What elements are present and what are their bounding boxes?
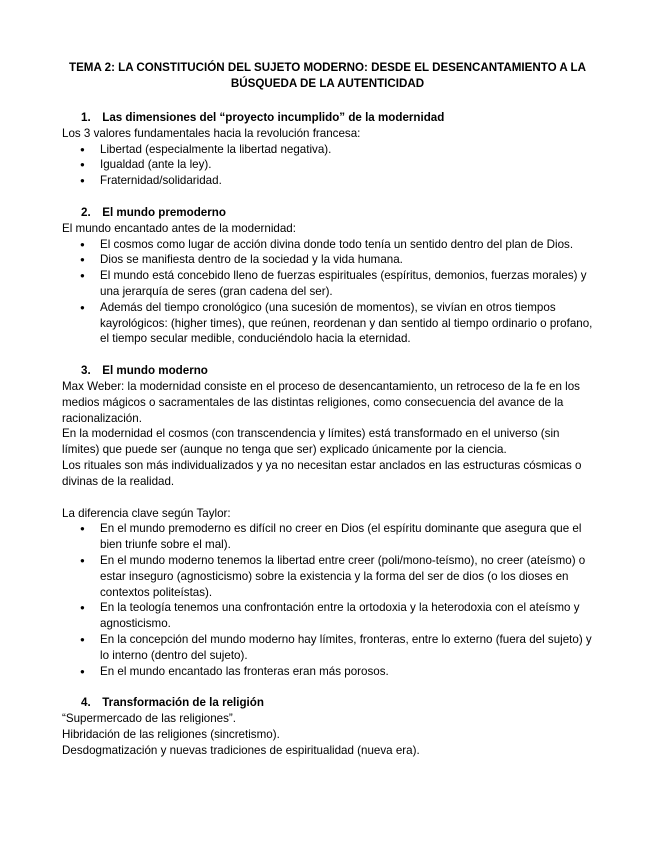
title-line-2: BÚSQUEDA DE LA AUTENTICIDAD bbox=[230, 77, 425, 90]
section-4 bbox=[62, 695, 593, 758]
list-item: ● Libertad (especialmente la libertad negativa). bbox=[100, 142, 593, 158]
list-item: ● En el mundo moderno tenemos la libertad entre creer (poli/mono-teísmo), no creer (ateísmo) o estar inseguro (agnosticismo) sobre la existencia y la forma del ser de dios (o los dioses en contextos politeístas). bbox=[100, 553, 593, 600]
paragraph: Max Weber: la modernidad consiste en el proceso de desencantamiento, un retroceso de la fe en los medios mágicos o sacramentales de las distintas religiones, como consecuencia del avance de la racionalización. bbox=[62, 379, 580, 425]
section-heading bbox=[62, 205, 593, 221]
paragraph: Hibridación de las religiones (sincretismo). bbox=[62, 727, 280, 741]
section-heading-text: Transformación de la religión bbox=[102, 696, 264, 710]
list-item: ● El mundo está concebido lleno de fuerzas espirituales (espíritus, demonios, fuerzas morales) y una jerarquía de seres (gran cadena del ser). bbox=[100, 268, 593, 300]
list-item: ● Igualdad (ante la ley). bbox=[100, 157, 593, 173]
section-heading-text: El mundo premoderno bbox=[102, 205, 226, 219]
paragraph: “Supermercado de las religiones”. bbox=[62, 712, 236, 726]
bullet-list bbox=[62, 237, 593, 348]
section-heading-text: Las dimensiones del “proyecto incumplido” de la modernidad bbox=[102, 111, 445, 124]
paragraph: El mundo encantado antes de la modernidad: bbox=[62, 221, 296, 235]
bullet-list bbox=[62, 521, 593, 679]
section-heading bbox=[62, 110, 593, 126]
bullet-list bbox=[62, 142, 593, 189]
paragraph: La diferencia clave según Taylor: bbox=[62, 506, 231, 520]
list-item: ● Además del tiempo cronológico (una sucesión de momentos), se vivían en otros tiempos kayrológicos: (higher times), que reúnen, reordenan y dan sentido al tiempo ordinario o profano, el tiempo secular medible, conduciéndolo hacia la eternidad. bbox=[100, 300, 593, 347]
paragraph: Los 3 valores fundamentales hacia la revolución francesa: bbox=[62, 126, 361, 140]
section-number: 4. bbox=[81, 696, 91, 710]
list-item: ● El cosmos como lugar de acción divina donde todo tenía un sentido dentro del plan de Dios. bbox=[100, 237, 593, 253]
spacer bbox=[62, 490, 593, 506]
list-item: ● Dios se manifiesta dentro de la sociedad y la vida humana. bbox=[100, 252, 593, 268]
section-3 bbox=[62, 363, 593, 679]
paragraph: Desdogmatización y nuevas tradiciones de espiritualidad (nueva era). bbox=[62, 743, 420, 757]
list-item: ● En la concepción del mundo moderno hay límites, fronteras, entre lo externo (fuera del sujeto) y lo interno (dentro del sujeto). bbox=[100, 632, 593, 664]
list-item: ● En el mundo encantado las fronteras eran más porosos. bbox=[100, 664, 593, 680]
section-heading bbox=[62, 363, 593, 379]
list-item: ● En el mundo premoderno es difícil no creer en Dios (el espíritu dominante que asegura que el bien triunfe sobre el mal). bbox=[100, 521, 593, 553]
section-heading-text: El mundo moderno bbox=[102, 364, 208, 378]
section-number: 2. bbox=[81, 205, 91, 219]
title-line-1: TEMA 2: LA CONSTITUCIÓN DEL SUJETO MODERNO: DESDE EL DESENCANTAMIENTO A LA bbox=[68, 61, 587, 74]
list-item: ● En la teología tenemos una confrontación entre la ortodoxia y la heterodoxia con el ateísmo y agnosticismo. bbox=[100, 600, 593, 632]
paragraph: En la modernidad el cosmos (con transcendencia y límites) está transformado en el universo (sin límites) que puede ser (aunque no tenga que ser) explicado únicamente por la ciencia. bbox=[62, 427, 560, 457]
section-1 bbox=[62, 110, 593, 189]
document-title bbox=[62, 60, 593, 92]
paragraph: Los rituales son más individualizados y ya no necesitan estar anclados en las estructuras cósmicas o divinas de la realidad. bbox=[62, 458, 582, 488]
section-heading bbox=[62, 695, 593, 711]
list-item: ● Fraternidad/solidaridad. bbox=[100, 173, 593, 189]
section-number: 1. bbox=[81, 111, 91, 124]
section-2 bbox=[62, 205, 593, 347]
section-number: 3. bbox=[81, 364, 91, 378]
